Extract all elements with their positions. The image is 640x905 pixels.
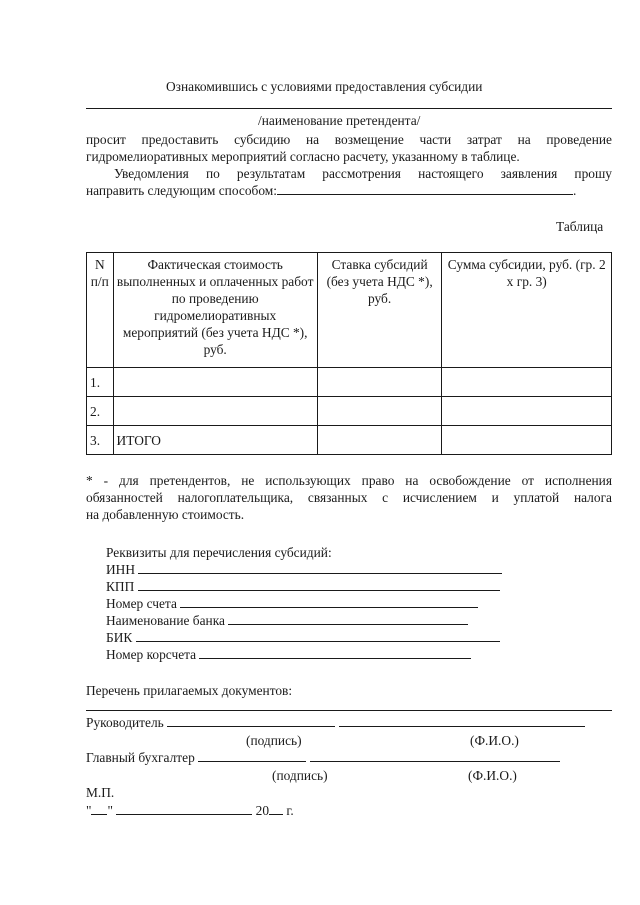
request-line-1: просит предоставить субсидию на возмещение части затрат на проведение xyxy=(86,132,612,147)
accountant-name-field[interactable] xyxy=(310,749,560,762)
documents-title: Перечень прилагаемых документов: xyxy=(86,683,293,698)
date-year-suffix: г. xyxy=(286,803,294,818)
cell-subsidy-sum[interactable] xyxy=(442,368,612,397)
account-row xyxy=(106,595,478,612)
requisites-title: Реквизиты для перечисления субсидий: xyxy=(106,545,332,560)
footnote-line-3: на добавленную стоимость. xyxy=(86,507,245,522)
head-signature-field[interactable] xyxy=(167,714,335,727)
kpp-row xyxy=(106,578,500,595)
date-day-field[interactable] xyxy=(91,802,107,815)
head-name-field[interactable] xyxy=(339,714,585,727)
inn-label: ИНН xyxy=(106,562,136,577)
cell-subsidy-rate[interactable] xyxy=(317,397,442,426)
stamp-label: М.П. xyxy=(86,785,115,800)
row-number: 3. xyxy=(87,426,114,455)
accountant-label: Главный бухгалтер xyxy=(86,750,195,765)
cell-subsidy-sum[interactable] xyxy=(442,426,612,455)
cell-subsidy-rate[interactable] xyxy=(317,368,442,397)
bik-label: БИК xyxy=(106,630,133,645)
notice-period: . xyxy=(572,183,577,198)
intro-heading: Ознакомившись с условиями предоставления субсидии xyxy=(166,79,483,94)
date-close-quote: " xyxy=(107,803,113,818)
notice-line-2 xyxy=(86,182,576,199)
corr-account-row xyxy=(106,646,471,663)
head-signature-caption: (подпись) xyxy=(246,733,302,748)
notice-line-1: Уведомления по результатам рассмотрения настоящего заявления прошу xyxy=(114,166,612,181)
bank-row xyxy=(106,612,468,629)
table-row xyxy=(87,368,612,397)
applicant-caption: /наименование претендента/ xyxy=(258,113,421,128)
header-subsidy-sum: Сумма субсидии, руб. (гр. 2 x гр. 3) xyxy=(442,253,612,368)
date-year-prefix: 20 xyxy=(255,803,270,818)
date-month-field[interactable] xyxy=(116,802,252,815)
footnote-line-1: * - для претендентов, не использующих право на освобождение от исполнения xyxy=(86,473,612,488)
inn-field[interactable] xyxy=(138,561,502,574)
inn-row xyxy=(106,561,502,578)
accountant-signature-caption: (подпись) xyxy=(272,768,328,783)
table-row xyxy=(87,397,612,426)
header-actual-cost: Фактическая стоимость выполненных и оплаченных работ по проведению гидромелиоративных мероприятий (без учета НДС *), руб. xyxy=(113,253,317,368)
documents-line[interactable] xyxy=(86,710,612,711)
bank-field[interactable] xyxy=(228,612,468,625)
cell-subsidy-sum[interactable] xyxy=(442,397,612,426)
date-row xyxy=(86,802,294,819)
bik-field[interactable] xyxy=(136,629,500,642)
header-subsidy-rate: Ставка субсидий (без учета НДС *), руб. xyxy=(317,253,442,368)
head-row xyxy=(86,714,585,731)
accountant-signature-field[interactable] xyxy=(198,749,306,762)
header-number: N п/п xyxy=(87,253,114,368)
kpp-label: КПП xyxy=(106,579,135,594)
applicant-name-line[interactable] xyxy=(86,108,612,109)
accountant-row xyxy=(86,749,560,766)
accountant-name-caption: (Ф.И.О.) xyxy=(468,768,517,783)
cell-subsidy-rate[interactable] xyxy=(317,426,442,455)
kpp-field[interactable] xyxy=(138,578,500,591)
request-line-2: гидромелиоративных мероприятий согласно расчету, указанному в таблице. xyxy=(86,149,520,164)
account-label: Номер счета xyxy=(106,596,177,611)
notice-method-label: направить следующим способом: xyxy=(86,183,277,198)
table-header-row xyxy=(87,253,612,368)
cell-total-label: ИТОГО xyxy=(113,426,317,455)
cell-actual-cost[interactable] xyxy=(113,368,317,397)
head-name-caption: (Ф.И.О.) xyxy=(470,733,519,748)
corr-account-field[interactable] xyxy=(199,646,471,659)
date-year-field[interactable] xyxy=(269,802,283,815)
account-field[interactable] xyxy=(180,595,478,608)
corr-account-label: Номер корсчета xyxy=(106,647,197,662)
bik-row xyxy=(106,629,500,646)
table-caption: Таблица xyxy=(556,219,604,234)
bank-label: Наименование банка xyxy=(106,613,225,628)
footnote-line-2: обязанностей налогоплательщика, связанных с исчислением и уплатой налога xyxy=(86,490,612,505)
table-row xyxy=(87,426,612,455)
head-label: Руководитель xyxy=(86,715,164,730)
cell-actual-cost[interactable] xyxy=(113,397,317,426)
subsidy-table xyxy=(86,252,612,455)
row-number: 2. xyxy=(87,397,114,426)
row-number: 1. xyxy=(87,368,114,397)
date-open-quote: " xyxy=(86,803,92,818)
notice-method-field[interactable] xyxy=(277,182,573,195)
